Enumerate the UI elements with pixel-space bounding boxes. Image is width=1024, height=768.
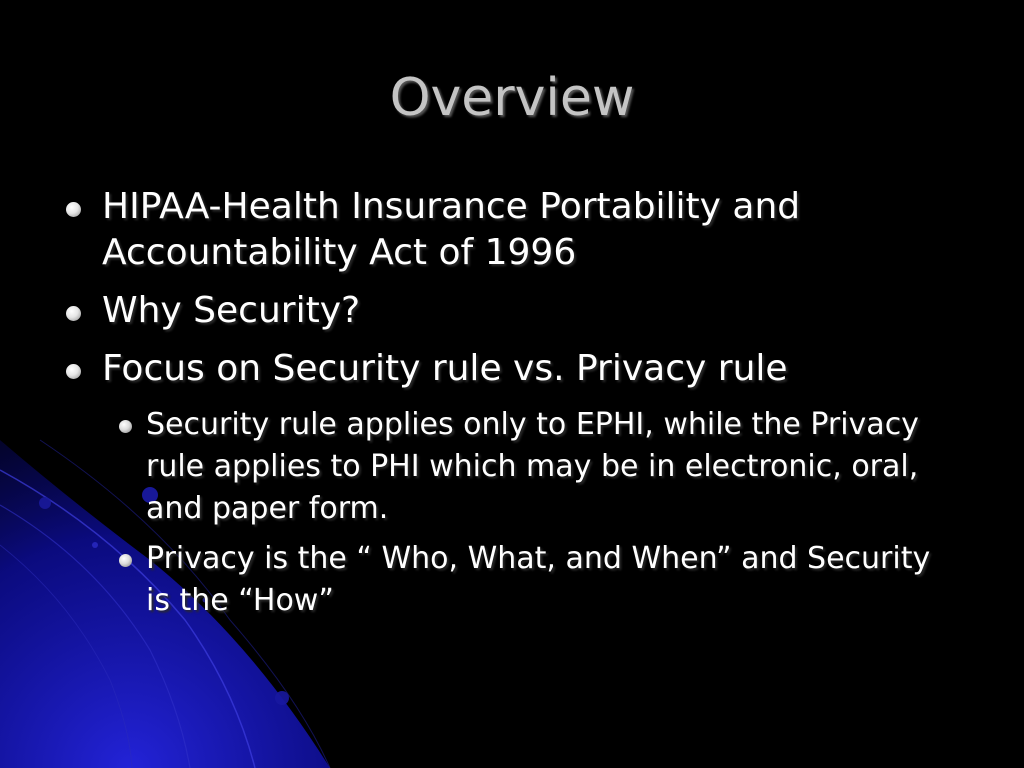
bullet-item: [60, 288, 960, 334]
bullet-list: [60, 184, 960, 630]
sub-bullet-text: Security rule applies only to EPHI, while the Privacy rule applies to PHI which may be in electronic, oral, and paper form.: [146, 407, 919, 526]
slide-title: Overview: [389, 68, 635, 128]
bullet-dot-icon: [66, 306, 81, 321]
bullet-text: Why Security?: [102, 290, 361, 331]
bullet-item: [60, 346, 960, 392]
sub-bullet-dot-icon: [119, 554, 132, 567]
bullet-item: [60, 184, 960, 276]
sub-bullet-dot-icon: [119, 420, 132, 433]
sub-bullet-text: Privacy is the “ Who, What, and When” and Security is the “How”: [146, 541, 931, 618]
bullet-dot-icon: [66, 202, 81, 217]
bullet-text: HIPAA-Health Insurance Portability and Accountability Act of 1996: [102, 186, 801, 273]
bullet-dot-icon: [66, 364, 81, 379]
bullet-text: Focus on Security rule vs. Privacy rule: [102, 348, 788, 389]
sub-bullet-item: [60, 404, 960, 530]
sub-bullet-item: [60, 538, 960, 622]
